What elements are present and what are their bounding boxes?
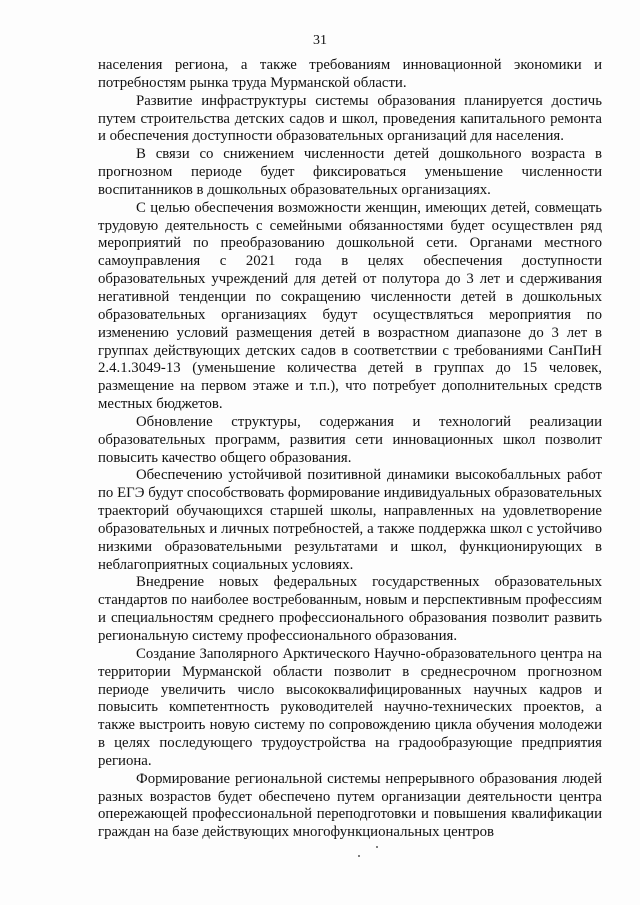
paragraph-8: Создание Заполярного Арктического Научно-образовательного центра на территории Мурманской области позволит в среднесрочном прогнозном периоде увеличить число высококвалифицированных научных кадров и повысить компетентность руководителей научно-технических проектов, а также выстроить новую систему по сопровождению цикла обучения молодежи в целях последующего трудоустройства на градообразующие предприятия региона.: [98, 645, 602, 769]
paragraph-2: Развитие инфраструктуры системы образования планируется достичь путем строительства детских садов и школ, проведения капитального ремонта и обеспечения доступности образовательных организаций для населения.: [98, 92, 602, 145]
paragraph-9: Формирование региональной системы непрерывного образования людей разных возрастов будет обеспечено путем организации деятельности центра опережающей профессиональной переподготовки и повышения квалификации граждан на базе действующих многофункциональных центров: [98, 770, 602, 841]
body-text: [98, 57, 602, 842]
scan-speck: [358, 855, 360, 857]
paragraph-4: С целью обеспечения возможности женщин, имеющих детей, совмещать трудовую деятельность с семейными обязанностями будет осуществлен ряд мероприятий по преобразованию дошкольной сети. Органами местного самоуправления с 2021 года в целях обеспечения доступности образовательных учреждений для детей от полутора до 3 лет и сдерживания негативной тенденции по сокращению численности детей в дошкольных образовательных организациях будут осуществляться мероприятия по изменению условий размещения детей в возрастном диапазоне до 3 лет в группах действующих детских садов в соответствии с требованиями СанПиН 2.4.1.3049-13 (уменьшение количества детей в группах до 15 человек, размещение на первом этаже и т.п.), что потребует дополнительных средств местных бюджетов.: [98, 199, 602, 413]
scan-speck: [376, 846, 378, 848]
paragraph-7: Внедрение новых федеральных государственных образовательных стандартов по наиболее востребованным, новым и перспективным профессиям и специальностям среднего профессионального образования позволит развить региональную систему профессионального образования.: [98, 574, 602, 644]
paragraph-6: Обеспечению устойчивой позитивной динамики высокобалльных работ по ЕГЭ будут способствовать формирование индивидуальных образовательных траекторий обучающихся старшей школы, направленных на удовлетворение образовательных и личных потребностей, а также поддержка школ с устойчиво низкими образовательными результатами и школ, функционирующих в неблагоприятных социальных условиях.: [98, 467, 602, 573]
paragraph-5: Обновление структуры, содержания и технологий реализации образовательных программ, развития сети инновационных школ позволит повысить качество общего образования.: [98, 413, 602, 466]
paragraph-3: В связи со снижением численности детей дошкольного возраста в прогнозном периоде будет фиксироваться уменьшение численности воспитанников в дошкольных образовательных организациях.: [98, 146, 602, 198]
page-number: 31: [313, 33, 327, 48]
paragraph-1: населения региона, а также требованиям инновационной экономики и потребностям рынка труда Мурманской области.: [98, 57, 602, 91]
